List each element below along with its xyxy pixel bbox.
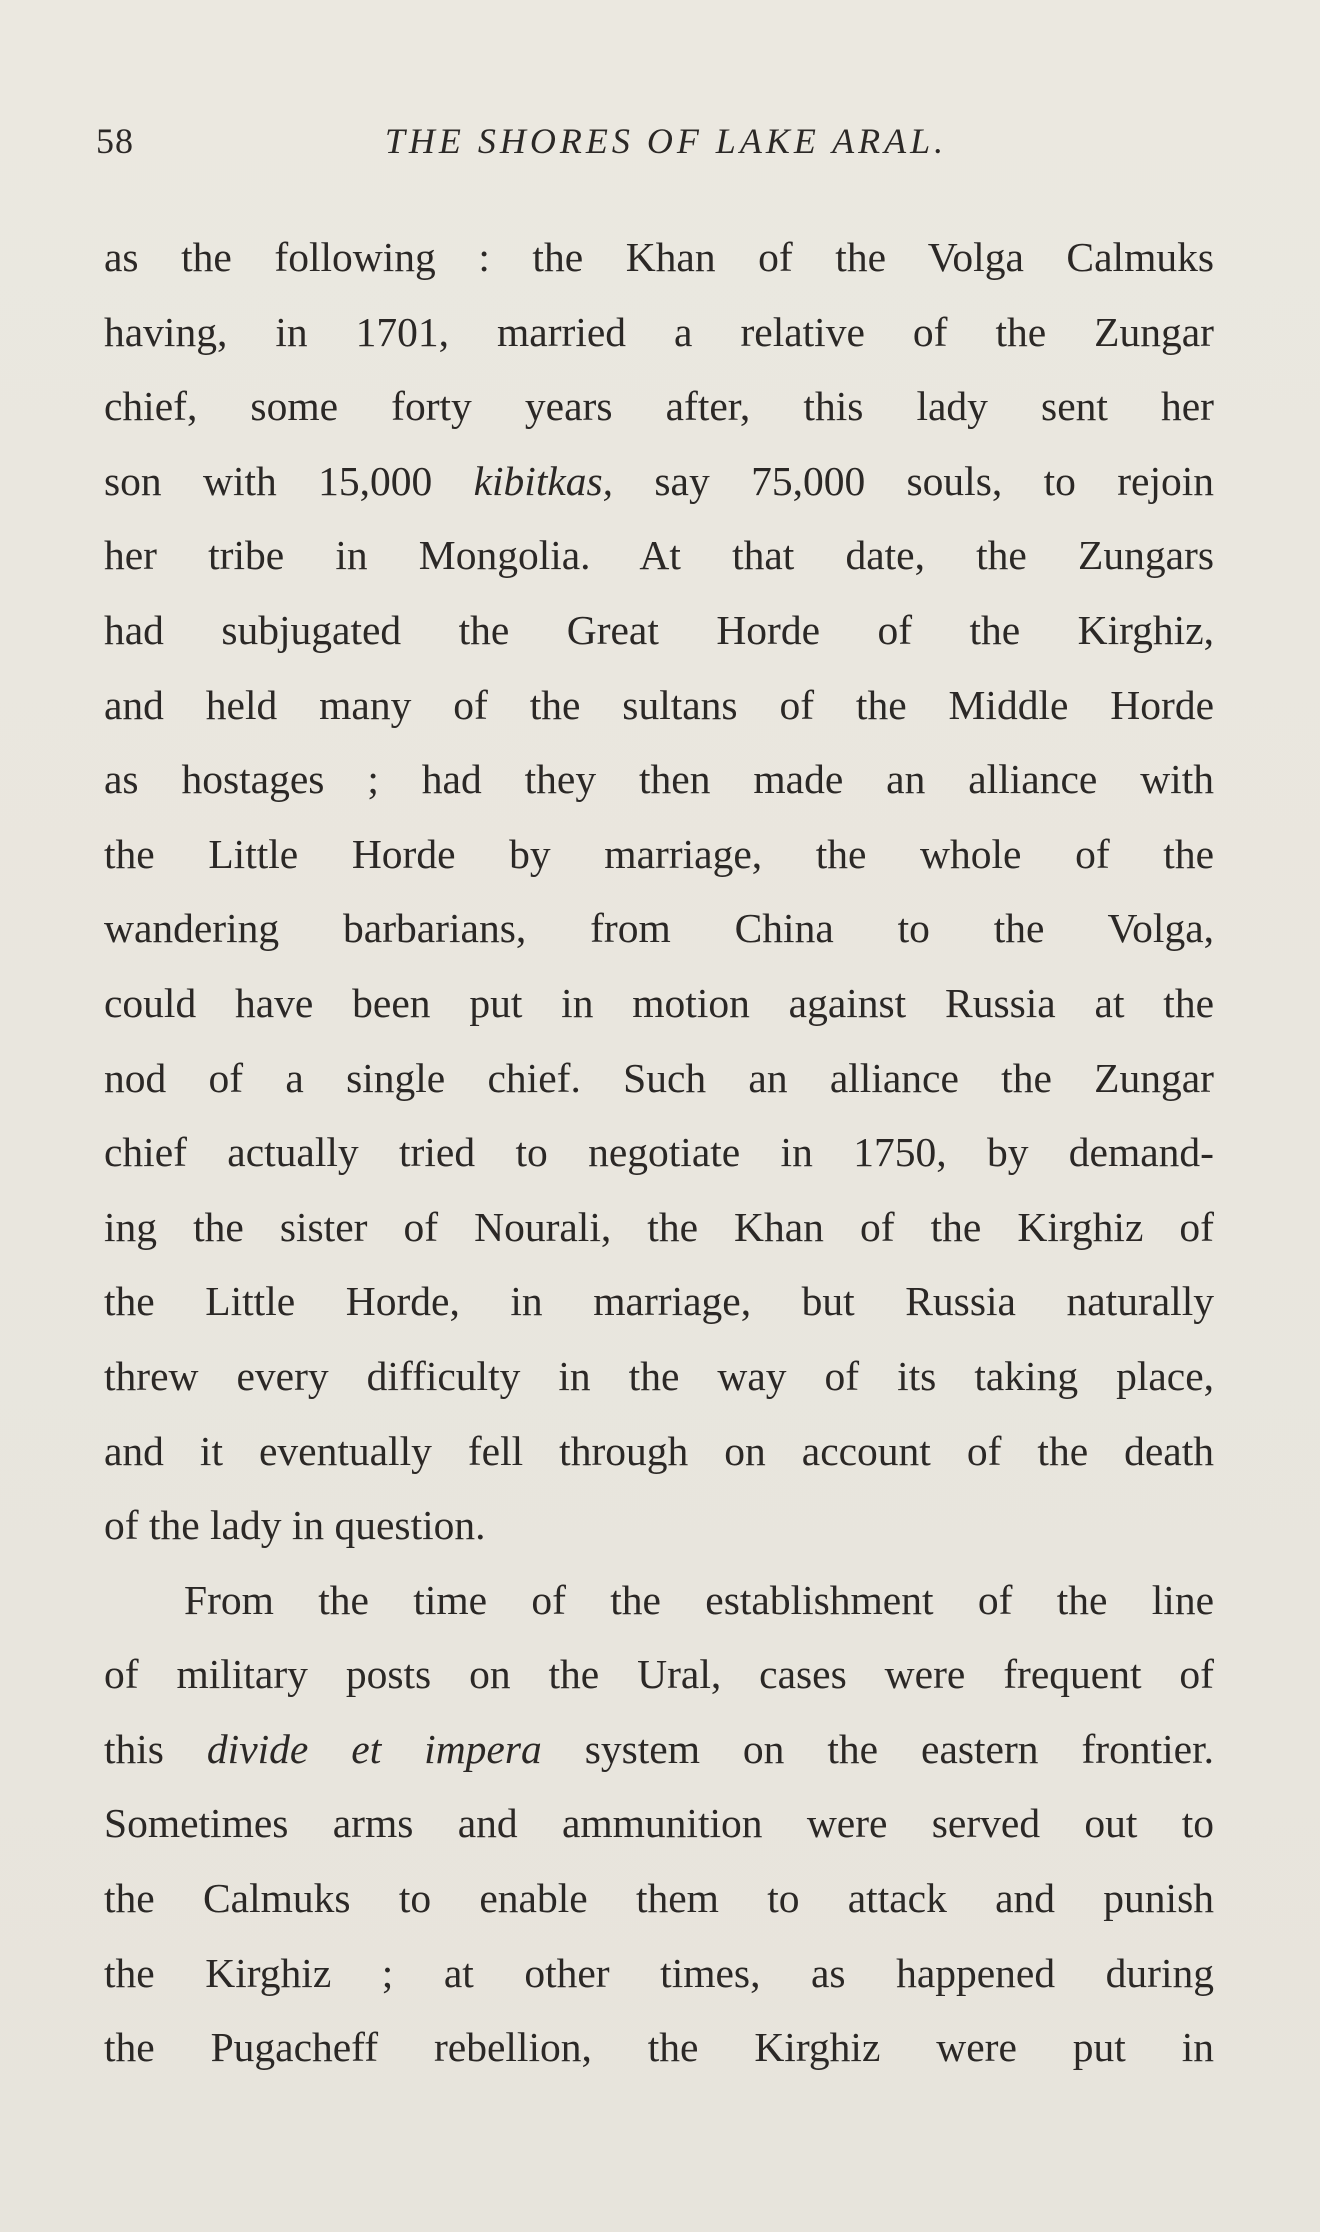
running-title: THE SHORES OF LAKE ARAL.	[384, 121, 948, 161]
text-line: chief, some forty years after, this lady sent her	[104, 383, 1214, 430]
text-line: nod of a single chief. Such an alliance the Zungar	[104, 1054, 1214, 1101]
text-line: the Pugacheff rebellion, the Kirghiz were put in	[104, 2024, 1214, 2071]
text-span: system on the eastern frontier.	[541, 1725, 1214, 1772]
page-header	[96, 120, 1216, 180]
text-line: the Little Horde by marriage, the whole of the	[104, 830, 1214, 877]
body-text	[104, 220, 1214, 2085]
text-line: had subjugated the Great Horde of the Kirghiz,	[104, 606, 1214, 653]
page-number: 58	[96, 121, 134, 161]
italic-term: divide et impera	[206, 1725, 542, 1772]
text-line: could have been put in motion against Russia at the	[104, 979, 1214, 1026]
text-span: son with 15,000	[104, 457, 474, 504]
text-line: having, in 1701, married a relative of the Zungar	[104, 308, 1214, 355]
text-line: chief actually tried to negotiate in 1750, by demand-	[104, 1129, 1214, 1176]
text-line: and held many of the sultans of the Middle Horde	[104, 681, 1214, 728]
text-line: of military posts on the Ural, cases were frequent of	[104, 1651, 1214, 1698]
italic-term: kibitkas,	[473, 457, 614, 504]
text-line-with-italic	[104, 1712, 1214, 1787]
text-line-with-italic	[104, 444, 1214, 519]
text-line: the Little Horde, in marriage, but Russia naturally	[104, 1278, 1214, 1325]
text-line: Sometimes arms and ammunition were served out to	[104, 1800, 1214, 1847]
text-line: threw every difficulty in the way of its taking place,	[104, 1352, 1214, 1399]
text-line: the Calmuks to enable them to attack and punish	[104, 1875, 1214, 1922]
text-line: as hostages ; had they then made an alliance with	[104, 756, 1214, 803]
text-span: say 75,000 souls, to rejoin	[613, 457, 1214, 504]
text-line: the Kirghiz ; at other times, as happened during	[104, 1949, 1214, 1996]
text-span: this	[104, 1725, 207, 1772]
text-line: as the following : the Khan of the Volga Calmuks	[104, 234, 1214, 280]
text-line: and it eventually fell through on account of the death	[104, 1427, 1214, 1474]
text-line-paragraph-end: of the lady in question.	[104, 1502, 486, 1549]
text-line: her tribe in Mongolia. At that date, the Zungars	[104, 532, 1214, 579]
text-line: ing the sister of Nourali, the Khan of the Kirghiz of	[104, 1203, 1214, 1250]
text-line: wandering barbarians, from China to the Volga,	[104, 905, 1214, 952]
text-line-paragraph-start: From the time of the establishment of the line	[184, 1576, 1214, 1623]
